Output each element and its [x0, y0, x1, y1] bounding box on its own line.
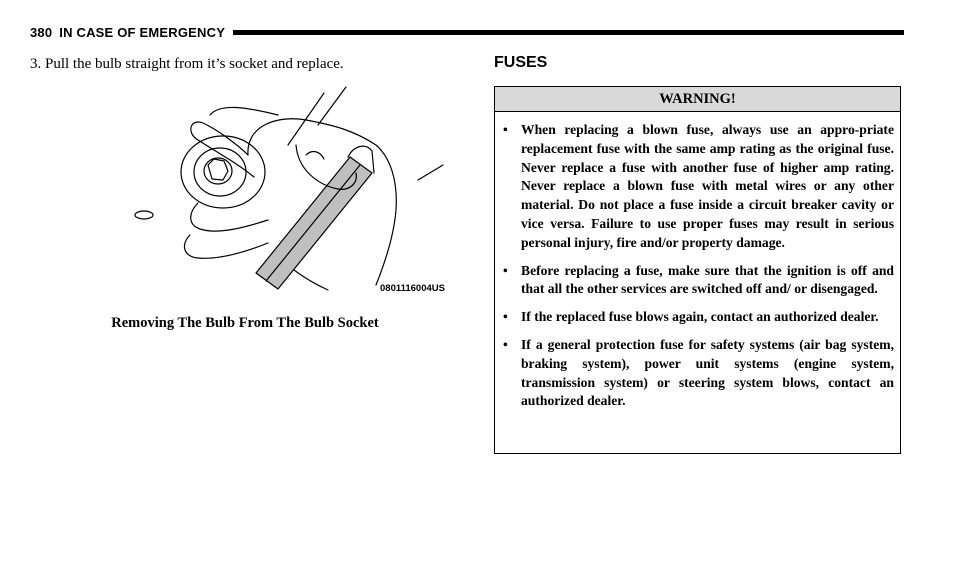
warning-box [494, 86, 901, 454]
warning-item-text: When replacing a blown fuse, always use an appro-priate replacement fuse with the same amp rating as the original fuse. Never replace a fuse with another fuse of higher amp rating. Never replace a blown fuse with metal wires or any other material. Do not place a fuse inside a circuit breaker cavity or vice versa. Failure to use proper fuses may result in serious personal injury, fire and/or property damage. [521, 122, 894, 250]
warning-title: WARNING! [495, 87, 900, 112]
warning-item: • If a general protection fuse for safety systems (air bag system, braking system), power unit systems (engine system, transmission system) or steering system blows, contact an authorized dealer. [503, 336, 894, 409]
fuses-heading: FUSES [494, 54, 548, 71]
warning-list [495, 112, 900, 411]
section-title: IN CASE OF EMERGENCY [59, 24, 226, 40]
warning-item-text: If the replaced fuse blows again, contact an authorized dealer. [521, 309, 879, 325]
page-number: 380 [30, 24, 53, 40]
warning-item-text: If a general protection fuse for safety systems (air bag system, braking system), power unit systems (engine system, transmission system) or steering system blows, contact an authorized dealer. [521, 336, 894, 409]
page-header [30, 22, 904, 42]
figure-caption: Removing The Bulb From The Bulb Socket [111, 315, 379, 331]
warning-item: • Before replacing a fuse, make sure that the ignition is off and that all the other services are switched off and/ or disengaged. [503, 262, 894, 297]
step-instruction: 3. Pull the bulb straight from it’s socket and replace. [30, 56, 344, 72]
warning-item: • If the replaced fuse blows again, contact an authorized dealer. [503, 309, 879, 325]
warning-item: • When replacing a blown fuse, always use an appro-priate replacement fuse with the same amp rating as the original fuse. Never replace a fuse with another fuse of higher amp rating. Never replace a blown fuse with metal wires or any other material. Do not place a fuse inside a circuit breaker cavity or vice versa. Failure to use proper fuses may result in serious personal injury, fire and/or property damage. [503, 122, 894, 250]
figure-code: 0801116004US [380, 283, 445, 294]
bulb-removal-figure [128, 85, 448, 300]
hand-bulb-illustration [128, 85, 448, 300]
header-rule [233, 30, 904, 35]
warning-item-text: Before replacing a fuse, make sure that the ignition is off and that all the other services are switched off and/ or disengaged. [521, 262, 894, 297]
